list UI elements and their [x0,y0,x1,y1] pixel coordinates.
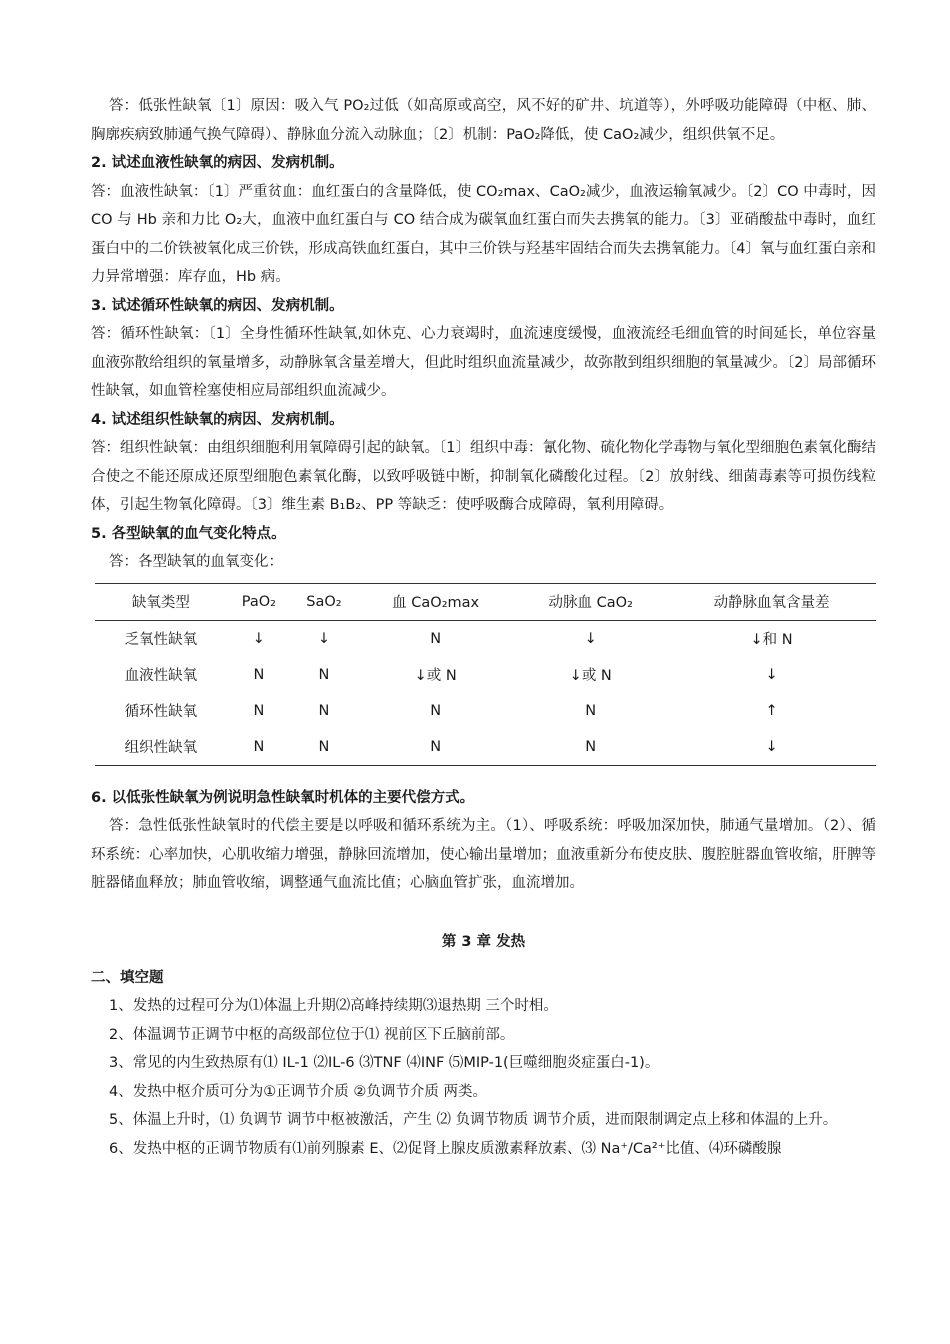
table-cell: N [514,729,667,766]
question-2-answer: 答：血液性缺氧：〔1〕严重贫血：血红蛋白的含量降低，使 CO₂max、CaO₂减少，血液运输氧减少。〔2〕CO 中毒时，因 CO 与 Hb 亲和力比 O₂大，血液中血红蛋白与 CO 结合成为碳氧血红蛋白而失去携氧的能力。〔3〕亚硝酸盐中毒时，血红蛋白中的二价铁被氧化成三价铁，形成高铁血红蛋白，其中三价铁与羟基牢固结合而失去携氧能力。〔4〕氧与血红蛋白亲和力异常增强：库存血，Hb 病。 [91,183,876,285]
table-cell: ↓ [317,630,330,647]
intro-answer: 答：低张性缺氧〔1〕原因：吸入气 PO₂过低（如高原或高空，风不好的矿井、坑道等），外呼吸功能障碍（中枢、肺、胸廓疾病致肺通气换气障碍）、静脉血分流入动脉血；〔2〕机制：PaO₂降低，使 CaO₂减少，组织供氧不足。 [91,98,876,143]
table-cell: ↓或 N [414,668,457,684]
table-row [95,620,876,657]
table-cell: N [318,666,330,683]
table-cell: N [253,702,265,719]
table-cell: 组织性缺氧 [95,729,227,766]
table-cell: N [291,729,357,766]
table-cell: ↓或 N [569,668,612,684]
list-item: 4、发热中枢介质可分为①正调节介质 ②负调节介质 两类。 [109,1083,487,1100]
question-4-answer: 答：组织性缺氧：由组织细胞利用氧障碍引起的缺氧。〔1〕组织中毒：氰化物、硫化物化学毒物与氧化型细胞色素氧化酶结合使之不能还原成还原型细胞色素氧化酶，以致呼吸链中断，抑制氧化磷酸化过程。〔2〕放射线、细菌毒素等可损伤线粒体，引起生物氧化障碍。〔3〕维生素 B₁B₂、PP 等缺乏：使呼吸酶合成障碍，氧利用障碍。 [91,440,876,513]
table-cell: N [227,729,291,766]
table-header: PaO₂ [227,583,291,620]
table-cell: N [585,702,597,719]
table-row [95,693,876,729]
document-page [91,92,876,1163]
table-cell: 血液性缺氧 [124,668,198,684]
table-header: 动脉血 CaO₂ [514,583,667,620]
table-cell: 乏氧性缺氧 [124,632,198,648]
table-cell: 循环性缺氧 [124,704,198,720]
question-3-answer: 答：循环性缺氧：〔1〕全身性循环性缺氧,如休克、心力衰竭时，血流速度缓慢，血液流经毛细血管的时间延长，单位容量血液弥散给组织的氧量增多，动静脉氧含量差增大，但此时组织血流量减少，故弥散到组织细胞的氧量减少。〔2〕局部循环性缺氧，如血管栓塞使相应局部组织血流减少。 [91,326,876,399]
table-cell: ↓ [667,729,876,766]
question-2-heading: 2. 试述血液性缺氧的病因、发病机制。 [91,155,344,171]
table-header: 缺氧类型 [95,583,227,620]
table-cell: N [253,666,265,683]
table-cell: ↓ [584,630,597,647]
table-cell: N [430,630,442,647]
question-4-heading: 4. 试述组织性缺氧的病因、发病机制。 [91,411,344,428]
question-6-heading: 6. 以低张性缺氧为例说明急性缺氧时机体的主要代偿方式。 [91,789,475,806]
table-cell: N [318,702,330,719]
list-item: 1、发热的过程可分为⑴体温上升期⑵高峰持续期⑶退热期 三个时相。 [109,998,558,1014]
table-row [95,657,876,693]
question-3-heading: 3. 试述循环性缺氧的病因、发病机制。 [91,297,344,314]
table-cell: ↓和 N [750,632,793,648]
question-5-answer: 答：各型缺氧的血氧变化： [109,554,283,570]
list-item: 3、常见的内生致热原有⑴ IL-1 ⑵IL-6 ⑶TNF ⑷INF ⑸MIP-1(巨噬细胞炎症蛋白-1)。 [109,1055,660,1071]
table-header-row [95,583,876,620]
table-cell: N [357,729,514,766]
list-item: 2、体温调节正调节中枢的高级部位位于⑴ 视前区下丘脑前部。 [109,1026,515,1043]
table-header: SaO₂ [291,583,357,620]
list-item: 5、体温上升时，⑴ 负调节 调节中枢被激活，产生 ⑵ 负调节物质 调节介质，进而限制调定点上移和体温的上升。 [109,1112,838,1128]
question-5-heading: 5. 各型缺氧的血气变化特点。 [91,525,286,542]
table-row [95,729,876,766]
list-item: 6、发热中枢的正调节物质有⑴前列腺素 E、⑵促肾上腺皮质激素释放素、⑶ Na⁺/Ca²⁺比值、⑷环磷酸腺 [109,1140,782,1157]
fill-in-list [109,992,876,1163]
table-header: 动静脉血氧含量差 [667,583,876,620]
table-cell: N [430,702,442,719]
blood-oxygen-table [95,583,876,766]
section-heading: 二、填空题 [91,969,164,986]
table-cell: ↓ [765,666,778,683]
question-6-answer: 答：急性低张性缺氧时的代偿主要是以呼吸和循环系统为主。（1）、呼吸系统：呼吸加深加快，肺通气量增加。（2）、循环系统：心率加快，心肌收缩力增强，静脉回流增加，使心输出量增加；血液重新分布使皮肤、腹腔脏器血管收缩，肝脾等脏器储血释放；肺血管收缩，调整通气血流比值；心脑血管扩张，血流增加。 [91,818,876,891]
table-cell: ↑ [765,702,778,719]
chapter-title: 第 3 章 发热 [441,933,526,950]
table-header: 血 CaO₂max [357,583,514,620]
table-cell: ↓ [252,630,265,647]
